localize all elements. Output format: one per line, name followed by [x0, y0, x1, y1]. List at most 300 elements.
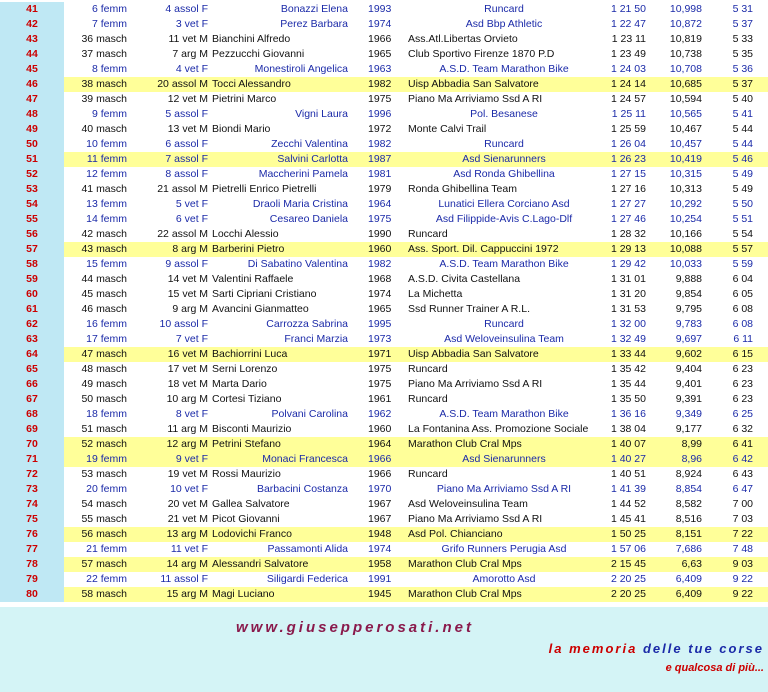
name-cell: Vigni Laura [295, 108, 348, 120]
sub-cell: 3 vet F [175, 18, 208, 30]
cat-cell: 58 masch [81, 588, 127, 600]
speed-cell: 8,924 [675, 468, 702, 480]
speed-cell: 9,602 [675, 348, 702, 360]
pace-cell: 6 23 [732, 363, 753, 375]
sub-cell: 9 vet F [175, 453, 208, 465]
team-cell: Runcard [484, 318, 524, 330]
pace-cell: 7 22 [732, 528, 753, 540]
rank-cell: 43 [0, 32, 64, 47]
name-cell: Carrozza Sabrina [266, 318, 348, 330]
team-cell: Amorotto Asd [472, 573, 536, 585]
name-cell: Marta Dario [212, 378, 267, 390]
speed-cell: 6,409 [675, 573, 702, 585]
sub-cell: 21 vet M [167, 513, 208, 525]
sub-cell: 5 assol F [165, 108, 208, 120]
year-cell: 1974 [368, 18, 392, 30]
name-cell: Petrini Stefano [212, 438, 281, 450]
time-cell: 1 23 49 [610, 48, 646, 60]
speed-cell: 8,99 [681, 438, 702, 450]
time-cell: 1 21 50 [610, 3, 646, 15]
speed-cell: 9,404 [675, 363, 702, 375]
rank-cell: 57 [0, 242, 64, 257]
speed-cell: 10,033 [669, 258, 702, 270]
cat-cell: 45 masch [81, 288, 127, 300]
table-row [0, 482, 768, 497]
name-cell: Bianchini Alfredo [212, 33, 291, 45]
table-row [0, 47, 768, 62]
speed-cell: 7,686 [675, 543, 702, 555]
table-row [0, 302, 768, 317]
rank-cell: 50 [0, 137, 64, 152]
speed-cell: 8,151 [675, 528, 702, 540]
year-cell: 1975 [368, 93, 392, 105]
speed-cell: 10,166 [669, 228, 702, 240]
table-row [0, 422, 768, 437]
time-cell: 1 33 44 [610, 348, 646, 360]
pace-cell: 5 33 [732, 33, 753, 45]
name-cell: Pietrini Marco [212, 93, 277, 105]
cat-cell: 17 femm [86, 333, 127, 345]
rank-cell: 80 [0, 587, 64, 602]
rank-cell: 62 [0, 317, 64, 332]
cat-cell: 55 masch [81, 513, 127, 525]
rank-cell: 75 [0, 512, 64, 527]
year-cell: 1975 [368, 378, 392, 390]
year-cell: 1966 [368, 453, 392, 465]
cat-cell: 51 masch [81, 423, 127, 435]
sub-cell: 11 vet M [168, 33, 208, 45]
time-cell: 1 31 01 [610, 273, 646, 285]
time-cell: 2 20 25 [610, 573, 646, 585]
rank-cell: 67 [0, 392, 64, 407]
time-cell: 1 24 14 [610, 78, 646, 90]
team-cell: Runcard [484, 138, 524, 150]
sub-cell: 20 assol M [157, 78, 208, 90]
year-cell: 1987 [368, 153, 392, 165]
rank-cell: 46 [0, 77, 64, 92]
team-cell: Asd Sienarunners [462, 153, 546, 165]
sub-cell: 10 assol F [159, 318, 208, 330]
pace-cell: 6 15 [732, 348, 753, 360]
cat-cell: 22 femm [86, 573, 127, 585]
year-cell: 1982 [368, 258, 392, 270]
name-cell: Gallea Salvatore [212, 498, 290, 510]
cat-cell: 21 femm [86, 543, 127, 555]
table-row [0, 32, 768, 47]
time-cell: 1 25 11 [611, 108, 646, 120]
time-cell: 2 20 25 [610, 588, 646, 600]
team-cell: Asd Weloveinsulina Team [444, 333, 564, 345]
rank-cell: 44 [0, 47, 64, 62]
sub-cell: 7 assol F [165, 153, 208, 165]
year-cell: 1948 [368, 528, 392, 540]
time-cell: 1 57 06 [610, 543, 646, 555]
pace-cell: 9 03 [732, 558, 753, 570]
tagline-part-2: delle tue corse [642, 641, 764, 656]
sub-cell: 10 arg M [166, 393, 208, 405]
year-cell: 1966 [368, 33, 392, 45]
team-cell: Asd Pol. Chianciano [408, 528, 503, 540]
cat-cell: 36 masch [81, 33, 127, 45]
name-cell: Valentini Raffaele [212, 273, 294, 285]
team-cell: A.S.D. Civita Castellana [408, 273, 521, 285]
time-cell: 1 25 59 [610, 123, 646, 135]
cat-cell: 11 femm [86, 153, 127, 165]
year-cell: 1961 [368, 393, 392, 405]
name-cell: Monestiroli Angelica [254, 63, 348, 75]
team-cell: Pol. Besanese [470, 108, 538, 120]
table-row [0, 242, 768, 257]
team-cell: A.S.D. Team Marathon Bike [439, 258, 569, 270]
name-cell: Passamonti Alida [267, 543, 348, 555]
table-row [0, 272, 768, 287]
rank-cell: 55 [0, 212, 64, 227]
table-row [0, 527, 768, 542]
name-cell: Sarti Cipriani Cristiano [212, 288, 317, 300]
pace-cell: 6 23 [732, 393, 753, 405]
speed-cell: 6,63 [681, 558, 702, 570]
team-cell: Monte Calvi Trail [408, 123, 487, 135]
time-cell: 1 27 46 [610, 213, 646, 225]
pace-cell: 6 08 [732, 303, 753, 315]
table-row [0, 137, 768, 152]
pace-cell: 5 37 [732, 18, 753, 30]
speed-cell: 10,685 [669, 78, 702, 90]
cat-cell: 49 masch [81, 378, 127, 390]
time-cell: 1 50 25 [610, 528, 646, 540]
cat-cell: 56 masch [81, 528, 127, 540]
year-cell: 1995 [368, 318, 392, 330]
pace-cell: 5 46 [732, 153, 753, 165]
name-cell: Magi Luciano [212, 588, 275, 600]
cat-cell: 12 femm [86, 168, 127, 180]
pace-cell: 5 35 [732, 48, 753, 60]
sub-cell: 20 vet M [167, 498, 208, 510]
rank-cell: 51 [0, 152, 64, 167]
year-cell: 1960 [368, 423, 392, 435]
team-cell: A.S.D. Team Marathon Bike [439, 63, 569, 75]
rank-cell: 69 [0, 422, 64, 437]
table-row [0, 167, 768, 182]
pace-cell: 5 51 [732, 213, 753, 225]
speed-cell: 10,872 [669, 18, 702, 30]
cat-cell: 40 masch [81, 123, 127, 135]
speed-cell: 8,516 [675, 513, 702, 525]
name-cell: Locchi Alessio [212, 228, 279, 240]
team-cell: Asd Bbp Athletic [465, 18, 543, 30]
year-cell: 1963 [368, 63, 392, 75]
pace-cell: 6 25 [732, 408, 753, 420]
team-cell: Piano Ma Arriviamo Ssd A RI [408, 378, 543, 390]
name-cell: Bonazzi Elena [280, 3, 348, 15]
sub-cell: 11 assol F [160, 573, 208, 585]
speed-cell: 10,738 [669, 48, 702, 60]
speed-cell: 10,313 [669, 183, 702, 195]
cat-cell: 39 masch [81, 93, 127, 105]
name-cell: Monaci Francesca [262, 453, 348, 465]
name-cell: Tocci Alessandro [212, 78, 291, 90]
time-cell: 1 40 07 [610, 438, 646, 450]
table-row [0, 2, 768, 17]
cat-cell: 48 masch [81, 363, 127, 375]
year-cell: 1962 [368, 408, 392, 420]
speed-cell: 10,254 [669, 213, 702, 225]
tagline-subtitle: e qualcosa di più... [665, 662, 764, 674]
table-row [0, 77, 768, 92]
cat-cell: 8 femm [91, 63, 127, 75]
rank-cell: 42 [0, 17, 64, 32]
team-cell: Runcard [408, 228, 448, 240]
year-cell: 1960 [368, 243, 392, 255]
cat-cell: 6 femm [91, 3, 127, 15]
rank-cell: 59 [0, 272, 64, 287]
year-cell: 1967 [368, 513, 392, 525]
pace-cell: 5 44 [732, 123, 753, 135]
rank-cell: 61 [0, 302, 64, 317]
table-row [0, 467, 768, 482]
cat-cell: 57 masch [81, 558, 127, 570]
team-cell: Runcard [408, 363, 448, 375]
table-row [0, 92, 768, 107]
sub-cell: 7 vet F [175, 333, 208, 345]
speed-cell: 10,467 [669, 123, 702, 135]
cat-cell: 20 femm [86, 483, 127, 495]
rank-cell: 76 [0, 527, 64, 542]
table-row [0, 197, 768, 212]
time-cell: 1 32 00 [610, 318, 646, 330]
pace-cell: 5 49 [732, 183, 753, 195]
year-cell: 1974 [368, 288, 392, 300]
time-cell: 1 26 23 [610, 153, 646, 165]
team-cell: Marathon Club Cral Mps [408, 558, 522, 570]
year-cell: 1964 [368, 198, 392, 210]
name-cell: Polvani Carolina [271, 408, 348, 420]
time-cell: 1 40 51 [610, 468, 646, 480]
rank-cell: 73 [0, 482, 64, 497]
sub-cell: 12 vet M [167, 93, 208, 105]
name-cell: Biondi Mario [212, 123, 271, 135]
site-link[interactable]: www.giusepperosati.net [236, 619, 474, 636]
name-cell: Pezzucchi Giovanni [212, 48, 305, 60]
name-cell: Barberini Pietro [212, 243, 285, 255]
name-cell: Bisconti Maurizio [212, 423, 292, 435]
pace-cell: 7 03 [732, 513, 753, 525]
time-cell: 1 44 52 [610, 498, 646, 510]
sub-cell: 8 arg M [172, 243, 208, 255]
team-cell: Uisp Abbadia San Salvatore [408, 348, 539, 360]
table-row [0, 512, 768, 527]
speed-cell: 8,96 [681, 453, 702, 465]
pace-cell: 6 04 [732, 273, 753, 285]
team-cell: Runcard [408, 468, 448, 480]
sub-cell: 8 vet F [175, 408, 208, 420]
name-cell: Alessandri Salvatore [212, 558, 309, 570]
time-cell: 1 35 44 [610, 378, 646, 390]
cat-cell: 54 masch [81, 498, 127, 510]
speed-cell: 8,854 [675, 483, 702, 495]
year-cell: 1968 [368, 273, 392, 285]
cat-cell: 52 masch [81, 438, 127, 450]
cat-cell: 18 femm [86, 408, 127, 420]
time-cell: 1 23 11 [611, 33, 646, 45]
rank-cell: 78 [0, 557, 64, 572]
speed-cell: 10,292 [669, 198, 702, 210]
name-cell: Perez Barbara [280, 18, 348, 30]
sub-cell: 8 assol F [165, 168, 208, 180]
sub-cell: 9 assol F [165, 258, 208, 270]
year-cell: 1945 [368, 588, 392, 600]
rank-cell: 48 [0, 107, 64, 122]
pace-cell: 5 59 [732, 258, 753, 270]
cat-cell: 16 femm [86, 318, 127, 330]
cat-cell: 7 femm [91, 18, 127, 30]
year-cell: 1996 [368, 108, 392, 120]
table-row [0, 212, 768, 227]
cat-cell: 37 masch [81, 48, 127, 60]
time-cell: 1 29 42 [610, 258, 646, 270]
cat-cell: 10 femm [86, 138, 127, 150]
rank-cell: 60 [0, 287, 64, 302]
sub-cell: 10 vet F [170, 483, 208, 495]
sub-cell: 13 vet M [167, 123, 208, 135]
pace-cell: 9 22 [732, 573, 753, 585]
sub-cell: 4 vet F [175, 63, 208, 75]
sub-cell: 17 vet M [167, 363, 208, 375]
year-cell: 1967 [368, 498, 392, 510]
cat-cell: 42 masch [81, 228, 127, 240]
name-cell: Siligardi Federica [266, 573, 348, 585]
sub-cell: 11 vet F [170, 543, 208, 555]
year-cell: 1982 [368, 138, 392, 150]
team-cell: La Michetta [408, 288, 463, 300]
rank-cell: 53 [0, 182, 64, 197]
rank-cell: 63 [0, 332, 64, 347]
name-cell: Salvini Carlotta [277, 153, 348, 165]
rank-cell: 79 [0, 572, 64, 587]
time-cell: 1 22 47 [610, 18, 646, 30]
rank-cell: 47 [0, 92, 64, 107]
table-row [0, 407, 768, 422]
pace-cell: 5 54 [732, 228, 753, 240]
tagline-part-1: la memoria [548, 641, 638, 656]
cat-cell: 13 femm [86, 198, 127, 210]
table-row [0, 572, 768, 587]
sub-cell: 21 assol M [157, 183, 208, 195]
sub-cell: 18 vet M [167, 378, 208, 390]
sub-cell: 12 arg M [166, 438, 208, 450]
year-cell: 1965 [368, 303, 392, 315]
time-cell: 1 35 50 [610, 393, 646, 405]
sub-cell: 15 arg M [166, 588, 208, 600]
speed-cell: 9,401 [675, 378, 702, 390]
pace-cell: 6 42 [732, 453, 753, 465]
time-cell: 1 27 16 [610, 183, 646, 195]
cat-cell: 15 femm [86, 258, 127, 270]
sub-cell: 11 arg M [167, 423, 208, 435]
pace-cell: 5 57 [732, 243, 753, 255]
team-cell: Runcard [484, 3, 524, 15]
speed-cell: 9,854 [675, 288, 702, 300]
sub-cell: 22 assol M [157, 228, 208, 240]
cat-cell: 47 masch [81, 348, 127, 360]
team-cell: Ronda Ghibellina Team [408, 183, 517, 195]
sub-cell: 13 arg M [166, 528, 208, 540]
pace-cell: 5 50 [732, 198, 753, 210]
speed-cell: 10,457 [669, 138, 702, 150]
time-cell: 1 45 41 [610, 513, 646, 525]
pace-cell: 6 43 [732, 468, 753, 480]
year-cell: 1965 [368, 48, 392, 60]
rank-cell: 54 [0, 197, 64, 212]
time-cell: 1 31 20 [610, 288, 646, 300]
team-cell: Lunatici Ellera Corciano Asd [438, 198, 570, 210]
pace-cell: 6 08 [732, 318, 753, 330]
year-cell: 1982 [368, 78, 392, 90]
sub-cell: 19 vet M [167, 468, 208, 480]
time-cell: 1 36 16 [610, 408, 646, 420]
speed-cell: 10,088 [669, 243, 702, 255]
speed-cell: 10,594 [669, 93, 702, 105]
name-cell: Di Sabatino Valentina [247, 258, 348, 270]
time-cell: 1 28 32 [610, 228, 646, 240]
cat-cell: 53 masch [81, 468, 127, 480]
rank-cell: 77 [0, 542, 64, 557]
pace-cell: 6 47 [732, 483, 753, 495]
team-cell: A.S.D. Team Marathon Bike [439, 408, 569, 420]
name-cell: Cortesi Tiziano [212, 393, 282, 405]
time-cell: 1 29 13 [610, 243, 646, 255]
table-row [0, 287, 768, 302]
pace-cell: 5 49 [732, 168, 753, 180]
table-row [0, 452, 768, 467]
pace-cell: 5 40 [732, 93, 753, 105]
rank-cell: 41 [0, 2, 64, 17]
rank-cell: 66 [0, 377, 64, 392]
table-row [0, 17, 768, 32]
cat-cell: 38 masch [81, 78, 127, 90]
cat-cell: 9 femm [91, 108, 127, 120]
team-cell: Asd Filippide-Avis C.Lago-Dlf [435, 213, 573, 225]
speed-cell: 10,565 [669, 108, 702, 120]
team-cell: Piano Ma Arriviamo Ssd A RI [408, 513, 543, 525]
rank-cell: 56 [0, 227, 64, 242]
speed-cell: 10,419 [669, 153, 702, 165]
name-cell: Maccherini Pamela [258, 168, 348, 180]
sub-cell: 5 vet F [175, 198, 208, 210]
speed-cell: 9,391 [675, 393, 702, 405]
speed-cell: 9,697 [675, 333, 702, 345]
name-cell: Cesareo Daniela [269, 213, 348, 225]
cat-cell: 46 masch [81, 303, 127, 315]
table-row [0, 557, 768, 572]
speed-cell: 9,349 [675, 408, 702, 420]
sub-cell: 14 vet M [167, 273, 208, 285]
year-cell: 1973 [368, 333, 392, 345]
rank-cell: 72 [0, 467, 64, 482]
pace-cell: 6 32 [732, 423, 753, 435]
time-cell: 1 24 03 [610, 63, 646, 75]
speed-cell: 10,315 [669, 168, 702, 180]
year-cell: 1971 [368, 348, 392, 360]
rank-cell: 49 [0, 122, 64, 137]
year-cell: 1972 [368, 123, 392, 135]
speed-cell: 9,783 [675, 318, 702, 330]
pace-cell: 7 00 [732, 498, 753, 510]
year-cell: 1979 [368, 183, 392, 195]
table-row [0, 122, 768, 137]
rank-cell: 45 [0, 62, 64, 77]
table-row [0, 362, 768, 377]
